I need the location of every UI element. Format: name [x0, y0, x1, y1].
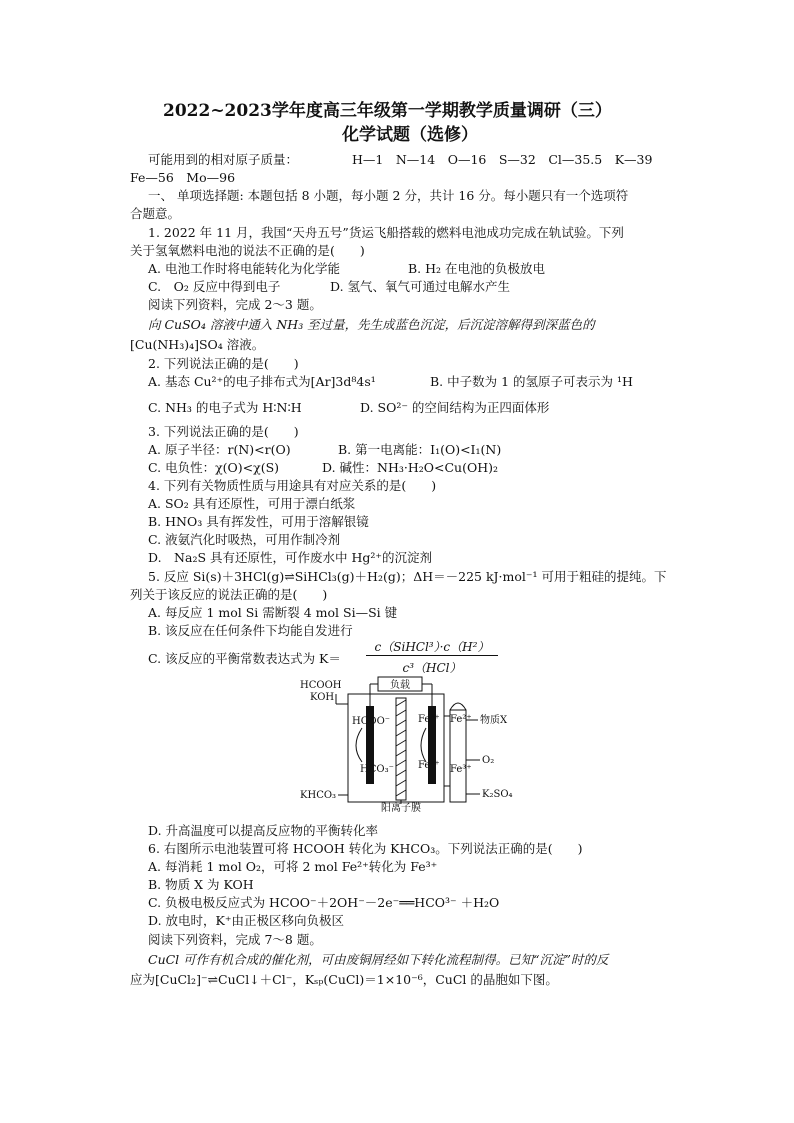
- q2-option-d: D. SO²⁻ 的空间结构为正四面体形: [360, 400, 550, 415]
- q3-option-d: D. 碱性：NH₃·H₂O<Cu(OH)₂: [322, 460, 499, 475]
- reading-lead-2: 阅读下列资料，完成 7～8 题。: [148, 932, 322, 947]
- fe2-ion: Fe²⁺: [418, 714, 440, 725]
- q6-stem: 6. 右图所示电池装置可将 HCOOH 转化为 KHCO₃。下列说法正确的是( ): [148, 841, 583, 856]
- atomic-mass-list-2: Fe—56 Mo—96: [130, 170, 236, 185]
- hcooh-label: HCOOH: [300, 680, 342, 691]
- q2-option-c: C. NH₃ 的电子式为 H∶N∶H: [148, 400, 302, 415]
- o2-label: O₂: [482, 755, 495, 766]
- page-subtitle: 化学试题（选修）: [342, 125, 478, 145]
- membrane-label: 阳离子膜: [381, 803, 421, 812]
- q6-option-b: B. 物质 X 为 KOH: [148, 877, 254, 892]
- fe3-ion-2: Fe³⁺: [450, 764, 472, 775]
- q2-option-a: A. 基态 Cu²⁺的电子排布式为[Ar]3d⁸4s¹: [148, 374, 376, 389]
- q1-option-a: A. 电池工作时将电能转化为化学能: [148, 261, 340, 276]
- q3-option-c: C. 电负性：χ(O)<χ(S): [148, 460, 280, 475]
- reading-body-3: CuCl 可作有机合成的催化剂，可由废铜屑经如下转化流程制得。已知“沉淀”时的反: [148, 952, 609, 967]
- koh-label: KOH: [310, 692, 335, 703]
- fraction-denominator: c³（HCl）: [402, 661, 462, 675]
- fraction-numerator: c（SiHCl³）·c（H²）: [374, 640, 490, 654]
- q2-stem: 2. 下列说法正确的是( ): [148, 356, 299, 371]
- page-title: 2022~2023学年度高三年级第一学期教学质量调研（三）: [163, 101, 612, 121]
- fe3-ion: Fe³⁺: [418, 760, 440, 771]
- fe2-ion-2: Fe²⁺: [450, 714, 472, 725]
- q6-option-a: A. 每消耗 1 mol O₂，可将 2 mol Fe²⁺转化为 Fe³⁺: [148, 859, 438, 874]
- section-heading: 一、 单项选择题: 本题包括 8 小题，每小题 2 分，共计 16 分。每小题只有一个选项符: [148, 188, 629, 203]
- reading-body-2: [Cu(NH₃)₄]SO₄ 溶液。: [130, 337, 265, 352]
- section-heading-2: 合题意。: [130, 206, 181, 221]
- q1-stem-2: 关于氢氧燃料电池的说法不正确的是( ): [130, 243, 365, 258]
- q1-option-d: D. 氢气、氧气可通过电解水产生: [330, 279, 511, 294]
- reading-lead: 阅读下列资料，完成 2～3 题。: [148, 297, 322, 312]
- khco3-label: KHCO₃: [300, 790, 337, 801]
- q4-option-a: A. SO₂ 具有还原性，可用于漂白纸浆: [148, 496, 356, 511]
- q1-stem: 1. 2022 年 11 月，我国“天舟五号”货运飞船搭载的燃料电池成功完成在轨试验。下列: [148, 225, 624, 240]
- load-label: 负载: [390, 680, 410, 691]
- q5-stem-2: 列关于该反应的说法正确的是( ): [130, 587, 328, 602]
- hcoo-ion: HCOO⁻: [352, 716, 391, 727]
- atomic-mass-list: H—1 N—14 O—16 S—32 Cl—35.5 K—39: [352, 152, 653, 167]
- q5-stem: 5. 反应 Si(s)＋3HCl(g)⇌SiHCl₃(g)＋H₂(g)；ΔH＝－225 kJ·mol⁻¹ 可用于粗硅的提纯。下: [148, 569, 667, 584]
- q2-option-b: B. 中子数为 1 的氢原子可表示为 ¹H: [430, 374, 633, 389]
- q4-option-d: D. Na₂S 具有还原性，可作废水中 Hg²⁺的沉淀剂: [148, 550, 432, 565]
- q5-option-c: C. 该反应的平衡常数表达式为 K＝: [148, 651, 341, 666]
- substance-x-label: 物质X: [480, 715, 508, 726]
- q6-option-c: C. 负极电极反应式为 HCOO⁻＋2OH⁻－2e⁻══HCO³⁻ ＋H₂O: [148, 895, 500, 910]
- reading-body: 向 CuSO₄ 溶液中通入 NH₃ 至过量，先生成蓝色沉淀，后沉淀溶解得到深蓝色的: [148, 317, 595, 332]
- q5-option-a: A. 每反应 1 mol Si 需断裂 4 mol Si—Si 键: [148, 605, 398, 620]
- reading-body-4: 应为[CuCl₂]⁻⇌CuCl↓＋Cl⁻，Kₛₚ(CuCl)＝1×10⁻⁶，CuCl 的晶胞如下图。: [130, 972, 558, 987]
- fraction-bar: [366, 655, 498, 656]
- q5-option-d: D. 升高温度可以提高反应物的平衡转化率: [148, 823, 379, 838]
- q3-option-b: B. 第一电离能：I₁(O)<I₁(N): [338, 442, 502, 457]
- q5-option-b: B. 该反应在任何条件下均能自发进行: [148, 623, 353, 638]
- q3-option-a: A. 原子半径：r(N)<r(O): [148, 442, 291, 457]
- hco3-ion: HCO₃⁻: [360, 764, 394, 775]
- q1-option-c: C. O₂ 反应中得到电子: [148, 279, 281, 294]
- q3-stem: 3. 下列说法正确的是( ): [148, 424, 299, 439]
- q6-option-d: D. 放电时，K⁺由正极区移向负极区: [148, 913, 344, 928]
- q1-option-b: B. H₂ 在电池的负极放电: [408, 261, 546, 276]
- battery-diagram: [300, 676, 520, 812]
- k2so4-label: K₂SO₄: [482, 789, 513, 800]
- q4-option-c: C. 液氨汽化时吸热，可用作制冷剂: [148, 532, 341, 547]
- q4-stem: 4. 下列有关物质性质与用途具有对应关系的是( ): [148, 478, 437, 493]
- q4-option-b: B. HNO₃ 具有挥发性，可用于溶解银镜: [148, 514, 369, 529]
- atomic-mass-intro: 可能用到的相对原子质量：: [148, 152, 299, 167]
